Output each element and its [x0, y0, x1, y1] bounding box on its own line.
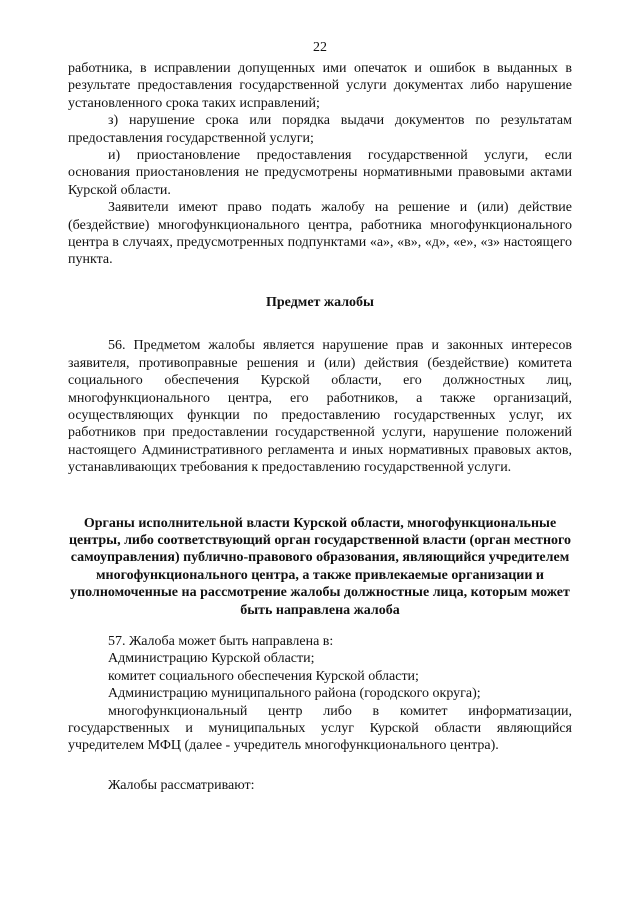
section-heading-subject: Предмет жалобы	[266, 294, 374, 310]
list-item-social-committee: комитет социального обеспечения Курской области;	[108, 668, 419, 684]
paragraph-applicants-right: Заявители имеют право подать жалобу на решение и (или) действие (бездействие) многофункционального центра, работника многофункционального центра в случаях, предусмотренных подпунктами «а», «в», «д», «е», «з» настоящего пункта.	[68, 200, 572, 268]
paragraph-item-z: з) нарушение срока или порядка выдачи документов по результатам предоставления государственной услуги;	[68, 113, 572, 146]
list-item-municipal-admin: Администрацию муниципального района (городского округа);	[108, 686, 481, 702]
page-number: 22	[313, 40, 327, 55]
list-item-region-admin: Администрацию Курской области;	[108, 651, 315, 667]
paragraph-complaints-reviewed: Жалобы рассматривают:	[108, 777, 255, 793]
paragraph-item-i: и) приостановление предоставления государственной услуги, если основания приостановления не предусмотрены нормативными правовыми актами Курской области.	[68, 148, 572, 198]
paragraph-continuation: работника, в исправлении допущенных ими опечаток и ошибок в выданных в результате предоставления государственной услуги документах либо нарушение установленного срока таких исправлений;	[68, 61, 572, 111]
document-body	[68, 60, 572, 794]
paragraph-57: 57. Жалоба может быть направлена в:	[108, 633, 334, 649]
paragraph-56: 56. Предметом жалобы является нарушение прав и законных интересов заявителя, противоправные решения и (или) действия (бездействие) комитета социального обеспечения Курской области, его должностных лиц, многофункционального центра, его работников, а также организаций, осуществляющих функции по предоставлению государственных услуг, их работников при предоставлении государственной услуги, нарушение положений настоящего Административного регламента и иных нормативных правовых актов, устанавливающих требования к предоставлению государственной услуги.	[68, 338, 572, 476]
list-item-mfc: многофункциональный центр либо в комитет информатизации, государственных и муниципальных услуг Курской области являющийся учредителем МФЦ (далее - учредитель многофункционального центра).	[68, 703, 572, 754]
section-heading-authorities: Органы исполнительной власти Курской области, многофункциональные центры, либо соответствующий орган государственной власти (орган местного самоуправления) публично-правового образования, являющийся учредителем многофункционального центра, а также привлекаемые организации и уполномоченные на рассмотрение жалобы должностные лица, которым может быть направлена жалоба	[68, 515, 572, 618]
